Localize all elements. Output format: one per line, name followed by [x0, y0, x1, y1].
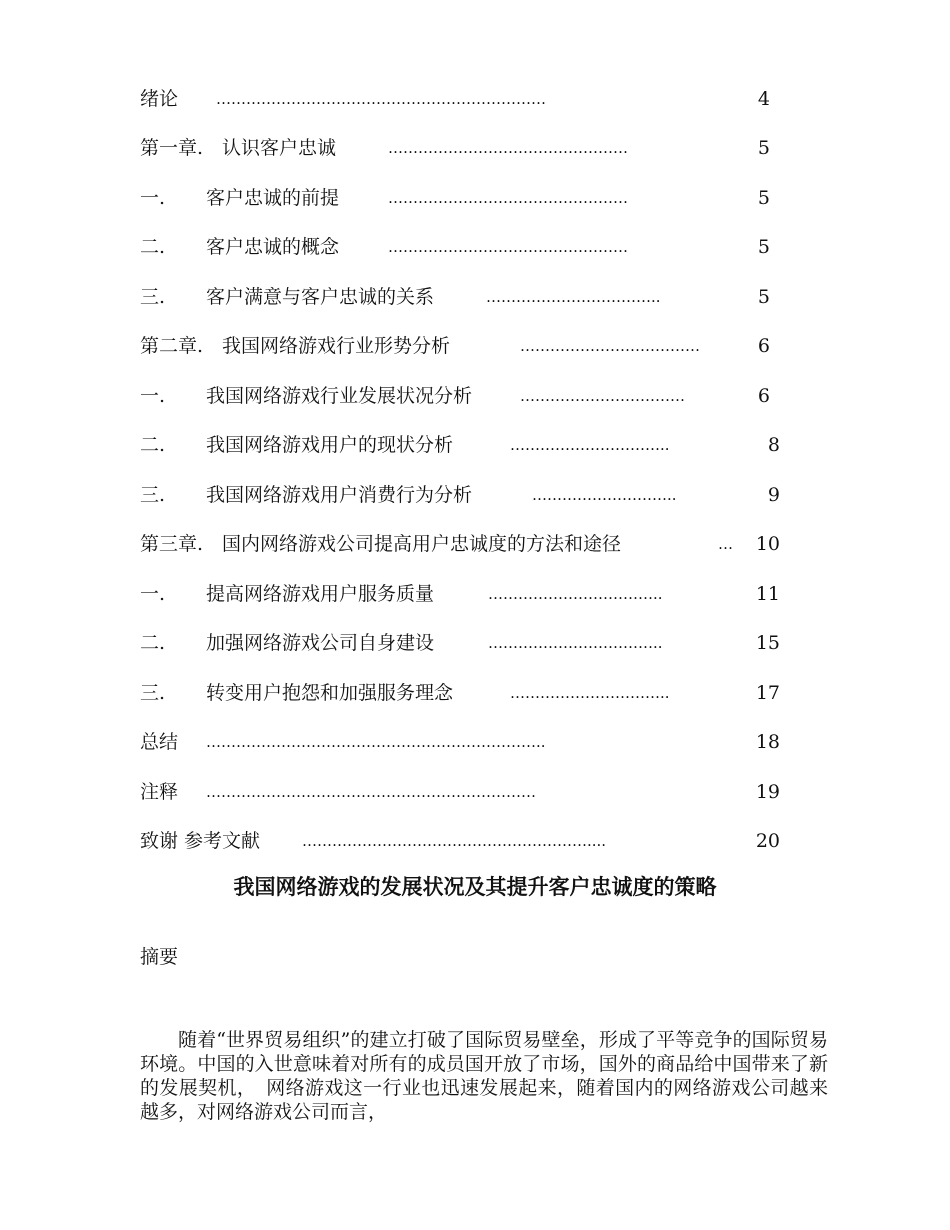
- toc-leader-dots: ……………………………..: [488, 634, 663, 652]
- toc-entry[interactable]: [140, 628, 780, 658]
- toc-leader-dots: …: [718, 535, 733, 553]
- toc-entry-number: 一.: [140, 385, 166, 407]
- toc-entry[interactable]: [140, 430, 780, 460]
- toc-page-number: 8: [767, 434, 780, 456]
- toc-page-number: 9: [767, 484, 780, 506]
- toc-leader-dots: …………………………………………………………: [206, 783, 536, 801]
- toc-entry-title: 提高网络游戏用户服务质量: [206, 583, 435, 605]
- toc-page-number: 5: [757, 137, 770, 159]
- toc-page-number: 17: [755, 682, 780, 704]
- toc-entry-number: 三.: [140, 286, 166, 308]
- toc-entry-number: 三.: [140, 682, 166, 704]
- toc-page-number: 6: [757, 335, 770, 357]
- toc-entry-title: 第一章. 认识客户忠诚: [140, 137, 337, 159]
- toc-page-number: 5: [757, 236, 770, 258]
- toc-leader-dots: …………………………………………: [388, 238, 628, 256]
- toc-entry[interactable]: [140, 232, 780, 262]
- toc-page-number: 15: [755, 632, 780, 654]
- toc-entry[interactable]: [140, 381, 780, 411]
- toc-entry[interactable]: [140, 282, 780, 312]
- toc-entry[interactable]: [140, 480, 780, 510]
- toc-page-number: 6: [757, 385, 770, 407]
- toc-leader-dots: …………………………………………: [388, 139, 628, 157]
- toc-leader-dots: ………………………..: [532, 486, 677, 504]
- toc-page-number: 11: [755, 583, 780, 605]
- toc-leader-dots: ………………………………: [520, 337, 700, 355]
- toc-leader-dots: …………………………………………………....: [302, 832, 607, 850]
- toc-leader-dots: …………………………..: [510, 436, 670, 454]
- toc-page-number: 5: [757, 187, 770, 209]
- toc-entry[interactable]: [140, 331, 780, 361]
- toc-leader-dots: ……………………………..: [488, 585, 663, 603]
- toc-leader-dots: ……………………………: [520, 387, 685, 405]
- toc-entry-title: 转变用户抱怨和加强服务理念: [206, 682, 454, 704]
- toc-entry-title: 第二章. 我国网络游戏行业形势分析: [140, 335, 451, 357]
- toc-entry[interactable]: [140, 579, 780, 609]
- toc-entry-title: 客户忠诚的前提: [206, 187, 340, 209]
- toc-entry[interactable]: [140, 678, 780, 708]
- toc-leader-dots: …………………………..: [510, 684, 670, 702]
- toc-entry-title: 客户忠诚的概念: [206, 236, 340, 258]
- toc-page-number: 5: [757, 286, 770, 308]
- toc-leader-dots: …………………………………………………………..: [206, 733, 546, 751]
- toc-leader-dots: …………………………………………: [388, 189, 628, 207]
- toc-entry-number: 二.: [140, 434, 166, 456]
- toc-entry-number: 二.: [140, 236, 166, 258]
- toc-page-number: 19: [755, 781, 780, 803]
- toc-entry[interactable]: [140, 826, 780, 856]
- toc-entry-title: 第三章. 国内网络游戏公司提高用户忠诚度的方法和途径: [140, 533, 622, 555]
- toc-entry[interactable]: [140, 777, 780, 807]
- toc-leader-dots: …………………………………………………………: [216, 90, 546, 108]
- toc-leader-dots: ……………………………..: [486, 288, 661, 306]
- toc-entry-title: 注释: [140, 781, 179, 803]
- toc-entry-title: 致谢 参考文献: [140, 830, 261, 852]
- toc-entry[interactable]: [140, 529, 780, 559]
- abstract-heading: 摘要: [140, 946, 179, 968]
- toc-entry-number: 一.: [140, 583, 166, 605]
- toc-entry-title: 绪论: [140, 88, 179, 110]
- document-title: 我国网络游戏的发展状况及其提升客户忠诚度的策略: [233, 875, 717, 899]
- toc-entry-number: 一.: [140, 187, 166, 209]
- toc-entry-number: 二.: [140, 632, 166, 654]
- toc-entry[interactable]: [140, 183, 780, 213]
- toc-entry[interactable]: [140, 727, 780, 757]
- toc-page-number: 18: [755, 731, 780, 753]
- toc-entry-title: 我国网络游戏行业发展状况分析: [206, 385, 473, 407]
- toc-entry-title: 我国网络游戏用户消费行为分析: [206, 484, 473, 506]
- toc-entry-title: 总结: [140, 731, 179, 753]
- toc-page-number: 4: [757, 88, 770, 110]
- toc-page-number: 10: [755, 533, 780, 555]
- toc-entry[interactable]: [140, 133, 780, 163]
- toc-entry-title: 我国网络游戏用户的现状分析: [206, 434, 454, 456]
- toc-page-number: 20: [755, 830, 780, 852]
- toc-entry-number: 三.: [140, 484, 166, 506]
- toc-entry[interactable]: [140, 84, 780, 114]
- abstract-paragraph: 随着“世界贸易组织”的建立打破了国际贸易壁垒，形成了平等竞争的国际贸易环境。中国的入世意味着对所有的成员国开放了市场，国外的商品给中国带来了新的发展契机， 网络游戏这一行业也迅速发展起来，随着国内的网络游戏公司越来越多，对网络游戏公司而言，: [140, 1029, 828, 1123]
- toc-entry-title: 客户满意与客户忠诚的关系: [206, 286, 435, 308]
- toc-entry-title: 加强网络游戏公司自身建设: [206, 632, 435, 654]
